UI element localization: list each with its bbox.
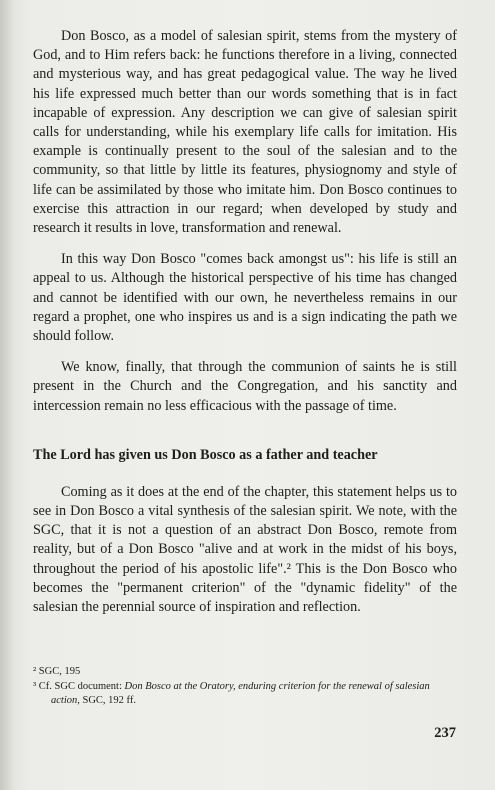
footnotes xyxy=(33,665,457,709)
paragraph-communion-of-saints: We know, finally, that through the communion of saints he is still present in the Church and the Congregation, and his sanctity and intercession remain no less efficacious with the passage of time. xyxy=(33,359,457,414)
footnote-3-title: Don Bosco at the Oratory, enduring criterion for the renewal of salesian action, xyxy=(51,680,430,706)
footnote-2: ² SGC, 195 xyxy=(33,666,81,677)
footnote-3-prefix: ³ Cf. SGC document: xyxy=(33,680,125,692)
footnote-3-suffix: SGC, 192 ff. xyxy=(79,695,136,706)
paragraph-comes-back-amongst-us: In this way Don Bosco "comes back amongst us": his life is still an appeal to us. Although the historical perspective of his time has changed and cannot be identified with our own, he nevertheless remains in our regard a prophet, one who inspires us and is a sign indicating the path we should follow. xyxy=(33,251,457,345)
footnote-3 xyxy=(33,680,457,709)
main-text xyxy=(33,27,457,629)
page-spine-shadow xyxy=(0,0,14,790)
section-heading: The Lord has given us Don Bosco as a father and teacher xyxy=(33,446,378,463)
paragraph-model-of-salesian-spirit: Don Bosco, as a model of salesian spirit, stems from the mystery of God, and to Him refers back: he functions therefore in a living, connected and mysterious way, and has great pedagogical value. The way he lived his life expressed much better than our words something that is in fact incapable of expression. Any description we can give of salesian spirit calls for understanding, while his exemplary life calls for imitation. His example is continually present to the soul of the salesian and to the community, so that little by little its features, physiognomy and style of life can be assimilated by those who imitate him. Don Bosco continues to exercise this attraction in our regard; when developed by study and research it results in love, transformation and renewal. xyxy=(33,28,457,237)
paragraph-vital-synthesis: Coming as it does at the end of the chapter, this statement helps us to see in Don Bosco a vital synthesis of the salesian spirit. We note, with the SGC, that it is not a question of an abstract Don Bosco, remote from reality, but of a Don Bosco "alive and at work in the midst of his boys, throughout the period of his apostolic life".² This is the Don Bosco who becomes the "permanent criterion" of the "dynamic fidelity" of the salesian the perennial source of inspiration and reflection. xyxy=(33,483,457,616)
page-number: 237 xyxy=(434,725,456,741)
